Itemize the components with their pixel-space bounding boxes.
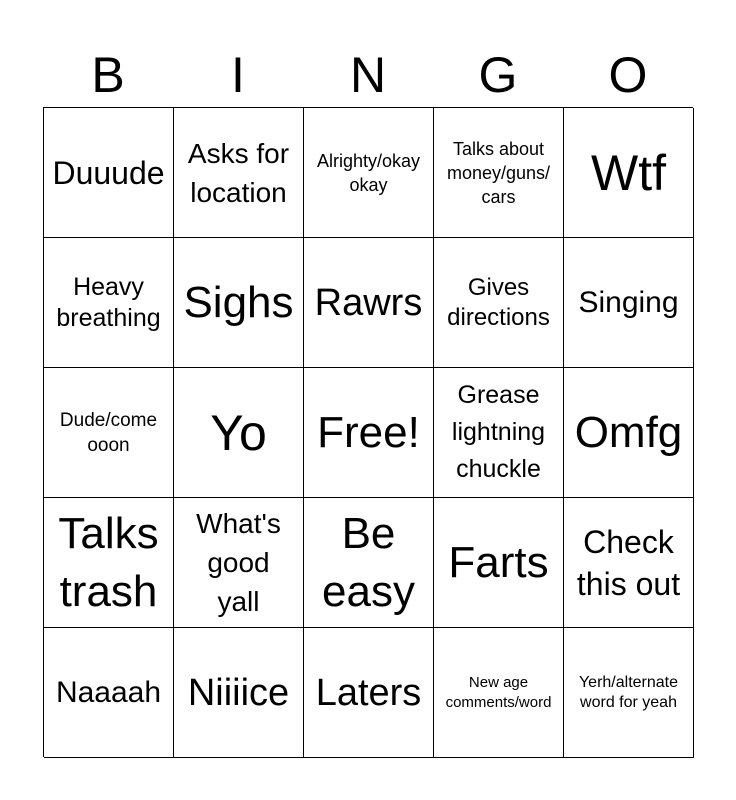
bingo-cell[interactable] bbox=[434, 628, 564, 758]
bingo-cell[interactable] bbox=[44, 628, 174, 758]
cell-text: Duuude bbox=[52, 154, 165, 191]
cell-text: Naaaah bbox=[55, 675, 162, 709]
header-letter-g: G bbox=[478, 47, 518, 103]
cell-text: Farts bbox=[448, 537, 549, 587]
cell-text: Grease lightning chuckle bbox=[451, 381, 546, 483]
bingo-cell[interactable] bbox=[564, 238, 694, 368]
cell-text: What's good yall bbox=[196, 508, 281, 617]
bingo-grid bbox=[43, 107, 693, 757]
cell-text: Yo bbox=[210, 404, 267, 461]
bingo-cell[interactable] bbox=[44, 498, 174, 628]
cell-text: Omfg bbox=[574, 407, 683, 457]
header-letter-o: O bbox=[608, 47, 648, 103]
cell-text: Yerh/alternate word for yeah bbox=[578, 673, 679, 711]
bingo-cell[interactable] bbox=[44, 108, 174, 238]
header-letter-i: I bbox=[231, 47, 245, 103]
header-letter-n: N bbox=[349, 47, 387, 103]
bingo-cell[interactable] bbox=[564, 498, 694, 628]
cell-text: Free! bbox=[317, 407, 420, 457]
cell-text: Talks about money/guns/ cars bbox=[446, 138, 551, 207]
cell-text: Wtf bbox=[591, 144, 666, 201]
bingo-cell[interactable] bbox=[434, 108, 564, 238]
bingo-cell[interactable] bbox=[174, 238, 304, 368]
cell-text: Sighs bbox=[183, 277, 294, 327]
bingo-cell[interactable] bbox=[434, 368, 564, 498]
cell-text: Singing bbox=[578, 285, 679, 319]
cell-text: Laters bbox=[315, 671, 422, 714]
cell-text: Be easy bbox=[322, 508, 415, 616]
bingo-cell[interactable] bbox=[564, 368, 694, 498]
cell-text: Heavy breathing bbox=[56, 272, 161, 332]
bingo-cell[interactable] bbox=[44, 238, 174, 368]
header-letter-b: B bbox=[91, 47, 125, 103]
bingo-cell[interactable] bbox=[304, 368, 434, 498]
bingo-cell[interactable] bbox=[304, 108, 434, 238]
cell-text: Asks for location bbox=[187, 137, 290, 208]
bingo-cell[interactable] bbox=[434, 498, 564, 628]
cell-text: Rawrs bbox=[314, 281, 423, 324]
cell-text: Talks trash bbox=[58, 508, 159, 616]
bingo-cell[interactable] bbox=[434, 238, 564, 368]
bingo-cell[interactable] bbox=[174, 628, 304, 758]
bingo-cell[interactable] bbox=[564, 108, 694, 238]
cell-text: Dude/come ooon bbox=[59, 409, 158, 456]
cell-text: Alrighty/okay okay bbox=[316, 150, 421, 195]
bingo-cell[interactable] bbox=[564, 628, 694, 758]
bingo-cell[interactable] bbox=[44, 368, 174, 498]
bingo-header bbox=[43, 44, 693, 106]
cell-text: Niiiice bbox=[187, 671, 290, 714]
bingo-cell[interactable] bbox=[304, 498, 434, 628]
cell-text: Gives directions bbox=[447, 273, 550, 331]
cell-text: Check this out bbox=[576, 523, 681, 602]
cell-text: New age comments/word bbox=[445, 673, 552, 711]
bingo-cell[interactable] bbox=[174, 368, 304, 498]
bingo-cell[interactable] bbox=[174, 108, 304, 238]
bingo-cell[interactable] bbox=[174, 498, 304, 628]
bingo-cell[interactable] bbox=[304, 238, 434, 368]
bingo-cell[interactable] bbox=[304, 628, 434, 758]
